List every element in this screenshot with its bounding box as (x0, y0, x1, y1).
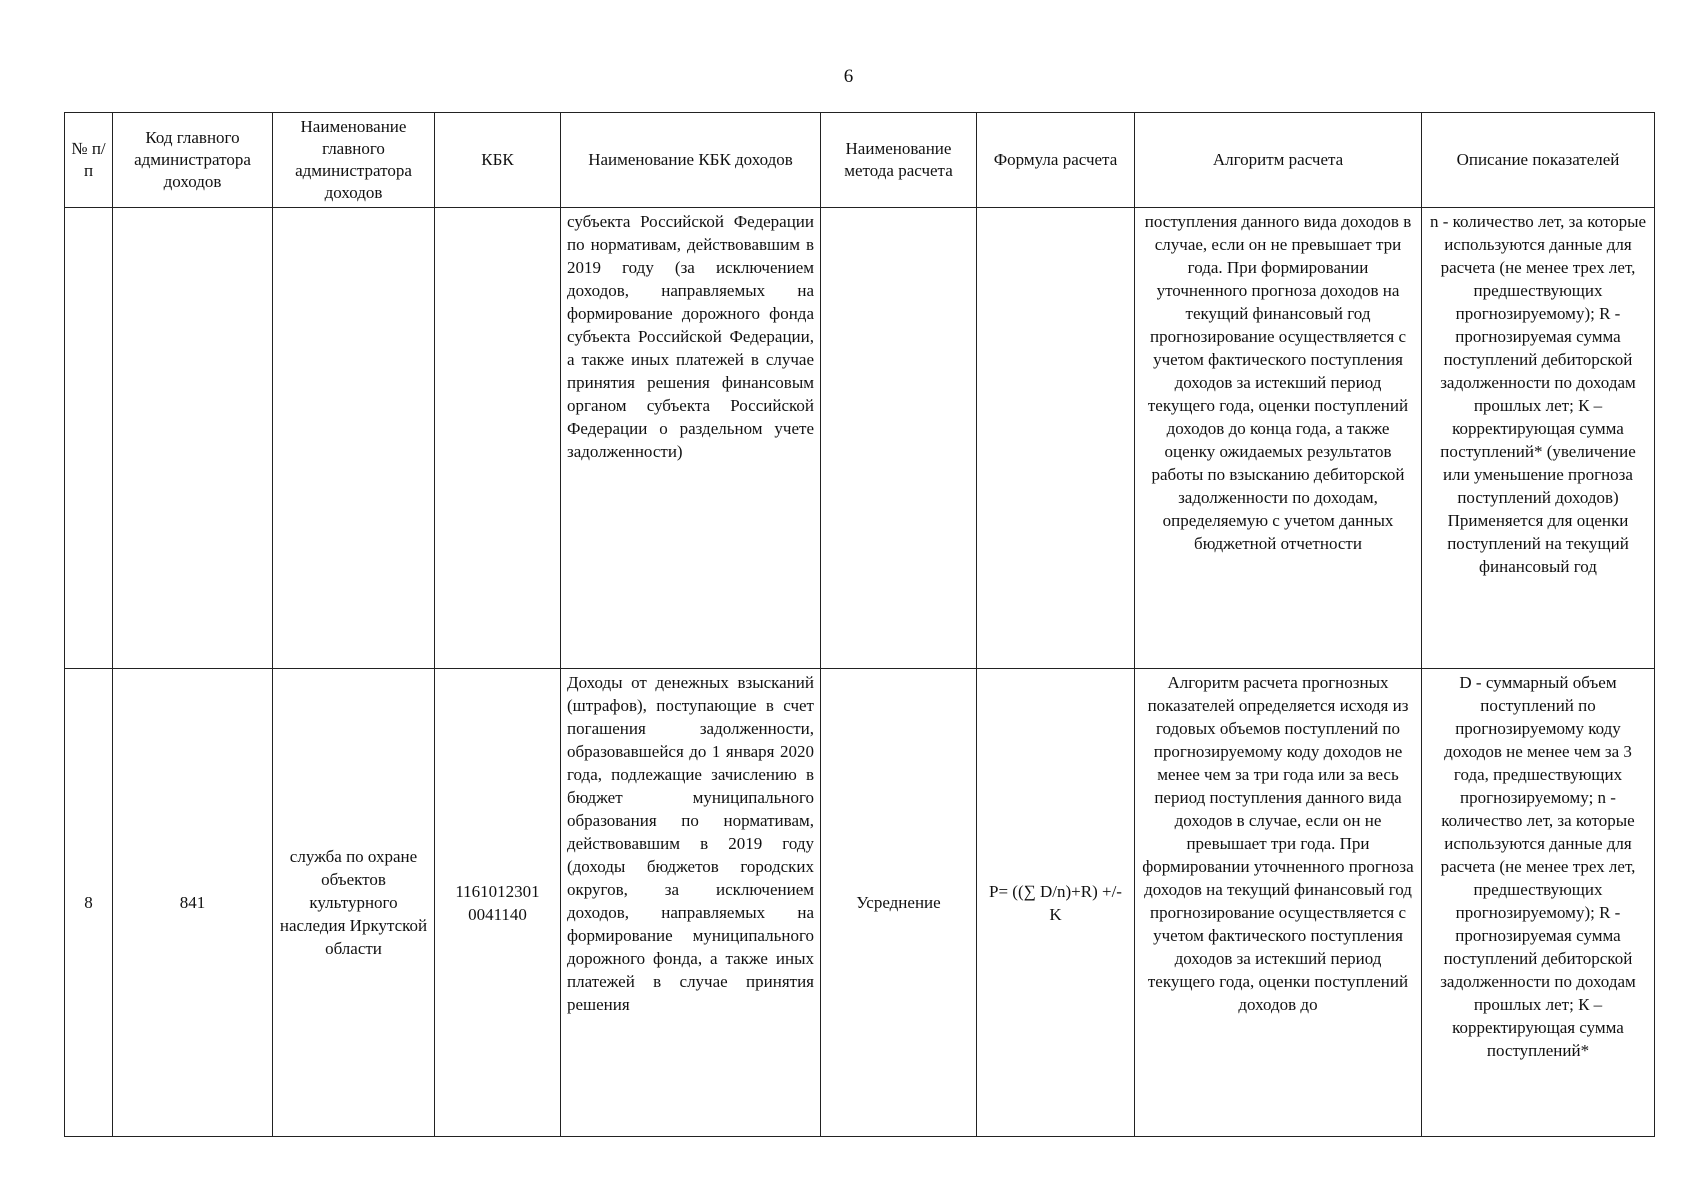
revenue-forecast-table (64, 112, 1655, 1137)
cell-formula (977, 208, 1135, 669)
cell-algorithm: Алгоритм расчета прогнозных показателей определяется исходя из годовых объемов поступлений по прогнозируемому коду доходов не менее чем за три года или за весь период поступления данного вида доходов в случае, если он не превышает три года. При формировании уточненного прогноза доходов на текущий финансовый год прогнозирование осуществляется с учетом фактического поступления доходов за истекший период текущего года, оценки поступлений доходов до (1135, 669, 1422, 1137)
cell-kbk: 1161012301 0041140 (435, 669, 561, 1137)
header-indicators: Описание показателей (1422, 113, 1655, 208)
header-admin-code: Код главного администратора доходов (113, 113, 273, 208)
cell-kbk-name: Доходы от денежных взысканий (штрафов), поступающие в счет погашения задолженности, образовавшейся до 1 января 2020 года, подлежащие зачислению в бюджет муниципального образования по нормативам, действовавшим в 2019 году (доходы бюджетов городских округов, за исключением доходов, направляемых на формирование муниципального дорожного фонда, а также иных платежей в случае принятия решения (561, 669, 821, 1137)
table-row (65, 208, 1655, 669)
header-kbk-name: Наименование КБК доходов (561, 113, 821, 208)
header-num: № п/п (65, 113, 113, 208)
header-algorithm: Алгоритм расчета (1135, 113, 1422, 208)
cell-kbk (435, 208, 561, 669)
header-kbk: КБК (435, 113, 561, 208)
cell-algorithm: поступления данного вида доходов в случае, если он не превышает три года. При формировании уточненного прогноза доходов на текущий финансовый год прогнозирование осуществляется с учетом фактического поступления доходов за истекший период текущего года, оценки поступлений доходов до конца года, а также оценку ожидаемых результатов работы по взысканию дебиторской задолженности по доходам, определяемую с учетом данных бюджетной отчетности (1135, 208, 1422, 669)
cell-indicators: D - суммарный объем поступлений по прогнозируемому коду доходов не менее чем за 3 года, предшествующих прогнозируемому; n - количество лет, за которые используются данные для расчета (не менее трех лет, предшествующих прогнозируемому); R - прогнозируемая сумма поступлений дебиторской задолженности по доходам прошлых лет; К – корректирующая сумма поступлений* (1422, 669, 1655, 1137)
cell-kbk-name: субъекта Российской Федерации по нормативам, действовавшим в 2019 году (за исключением доходов, направляемых на формирование дорожного фонда субъекта Российской Федерации, а также иных платежей в случае принятия решения финансовым органом субъекта Российской Федерации о раздельном учете задолженности) (561, 208, 821, 669)
cell-indicators: n - количество лет, за которые используются данные для расчета (не менее трех лет, предшествующих прогнозируемому); R - прогнозируемая сумма поступлений дебиторской задолженности по доходам прошлых лет; К – корректирующая сумма поступлений* (увеличение или уменьшение прогноза поступлений доходов) Применяется для оценки поступлений на текущий финансовый год (1422, 208, 1655, 669)
cell-admin-code (113, 208, 273, 669)
cell-num: 8 (65, 669, 113, 1137)
header-method: Наименование метода расчета (821, 113, 977, 208)
cell-admin-name: служба по охране объектов культурного наследия Иркутской области (273, 669, 435, 1137)
header-admin-name: Наименование главного администратора доходов (273, 113, 435, 208)
cell-admin-name (273, 208, 435, 669)
cell-admin-code: 841 (113, 669, 273, 1137)
table-row (65, 669, 1655, 1137)
cell-num (65, 208, 113, 669)
header-row (65, 113, 1655, 208)
cell-formula: P= ((∑ D/n)+R) +/-K (977, 669, 1135, 1137)
cell-method: Усреднение (821, 669, 977, 1137)
page-number: 6 (843, 66, 854, 87)
header-formula: Формула расчета (977, 113, 1135, 208)
cell-method (821, 208, 977, 669)
